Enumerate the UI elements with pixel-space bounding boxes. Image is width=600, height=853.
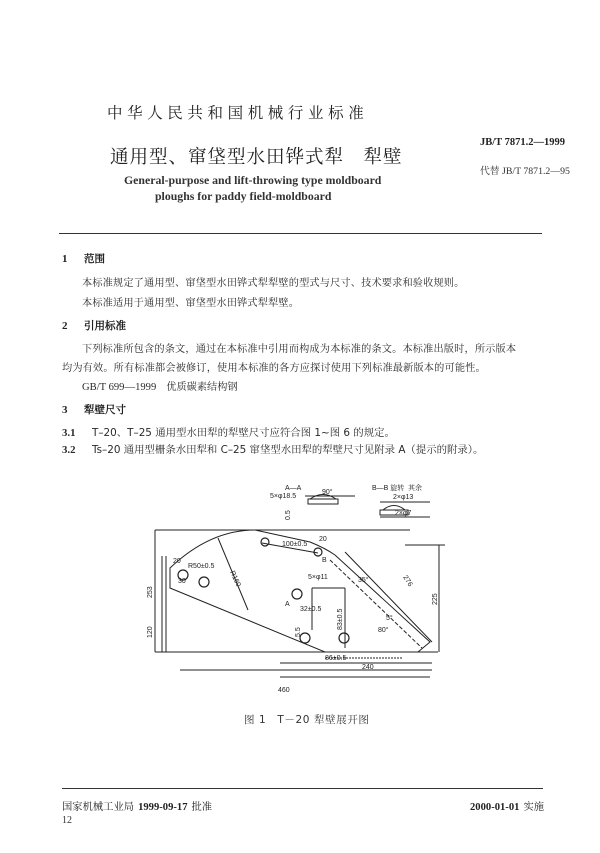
section-1-heading (62, 251, 105, 266)
section-number: 2 (62, 320, 68, 332)
dim-label: 100±0.5 (282, 541, 308, 548)
section-title: 引用标准 (84, 320, 126, 332)
dim-label: 225 (432, 593, 439, 605)
dim-label: 5.5 (295, 627, 302, 637)
footer-divider (62, 788, 543, 789)
section-2-heading (62, 318, 126, 333)
roughness-label: 其余 (408, 485, 422, 492)
section-number: 3 (62, 404, 68, 416)
clause-text: T–20、T–25 通用型水田犁的犁壁尺寸应符合图 1~图 6 的规定。 (92, 427, 395, 439)
reference-code: GB/T 699—1999 (82, 382, 157, 393)
section-b-label: B—B 旋转 (372, 485, 405, 492)
paragraph: 本标准规定了通用型、窜垡型水田铧式犁犁壁的型式与尺寸、技术要求和验收规则。 (82, 278, 465, 289)
dim-label: 120 (147, 626, 154, 638)
dim-label: R160 (228, 569, 242, 589)
section-title: 犁壁尺寸 (84, 404, 126, 416)
effective-label: 实施 (523, 801, 545, 813)
approval-date: 1999-09-17 (138, 802, 188, 813)
dim-label: A (285, 601, 290, 608)
clause-text: Ts–20 通用型栅条水田犁和 C–25 窜垡型水田犁的犁壁尺寸见附录 A（提示的附录）。 (92, 444, 484, 456)
dim-label: 5×φ18.5 (270, 493, 297, 500)
section-title: 范围 (84, 253, 105, 265)
paragraph: 下列标准所包含的条文，通过在本标准中引用而构成为本标准的条文。本标准出版时，所示版本 (82, 344, 517, 355)
header-divider (59, 233, 542, 234)
effective-info (466, 798, 544, 813)
clause-3-2 (62, 441, 483, 456)
moldboard-development-drawing (140, 480, 460, 695)
document-title-cn: 通用型、窜垡型水田铧式犁 犁壁 (110, 147, 403, 168)
dim-label: 460 (278, 687, 290, 694)
effective-date: 2000-01-01 (470, 802, 520, 813)
dim-label: 0.5 (285, 510, 292, 520)
dim-label: B (322, 557, 327, 564)
dim-label: 83±0.5 (337, 608, 344, 630)
paragraph: 均为有效。所有标准都会被修订，使用本标准的各方应探讨使用下列标准最新版本的可能性。 (62, 363, 486, 374)
standard-number: JB/T 7871.2—1999 (480, 137, 565, 148)
section-a-label: A—A (285, 485, 302, 492)
dim-label: 253 (147, 586, 154, 598)
paragraph: 本标准适用于通用型、窜垡型水田铧式犁犁壁。 (82, 298, 300, 309)
clause-3-1 (62, 424, 395, 439)
dim-label: 90° (322, 489, 333, 496)
page-number: 12 (62, 815, 72, 826)
issuing-organization: 中华人民共和国机械行业标准 (107, 104, 369, 122)
approval-info (62, 798, 212, 813)
dim-label: 5×φ11 (308, 574, 328, 581)
approval-label: 批准 (191, 801, 213, 813)
clause-number: 3.1 (62, 427, 76, 439)
section-number: 1 (62, 253, 68, 265)
document-title-en-line1: General-purpose and lift-throwing type moldboard (124, 173, 382, 187)
dim-label: 80° (378, 627, 389, 634)
document-title-en-line2: ploughs for paddy field-moldboard (155, 189, 332, 203)
dim-label: 5° (386, 615, 393, 622)
dim-label: 240 (362, 664, 374, 671)
referenced-standard (82, 378, 238, 393)
dim-label: 20 (319, 536, 327, 543)
dim-label: 276 (401, 574, 414, 588)
dim-label: 20 (173, 558, 181, 565)
dim-label: 35° (358, 577, 369, 584)
figure-caption: 图 1 T－20 犁壁展开图 (244, 714, 370, 726)
reference-title: 优质碳素结构钢 (166, 382, 238, 393)
dim-label: 86±0.5 (325, 655, 347, 662)
section-3-heading (62, 402, 126, 417)
dim-label: 32±0.5 (300, 606, 322, 613)
dim-label: R50±0.5 (188, 563, 215, 570)
dim-label: 30 (178, 578, 186, 585)
dim-label: 2×φ7 (395, 510, 412, 517)
replaces-standard: 代替 JB/T 7871.2—95 (480, 166, 570, 177)
dim-label: 2×φ13 (393, 494, 414, 501)
clause-number: 3.2 (62, 444, 76, 456)
issuer: 国家机械工业局 (62, 801, 135, 813)
